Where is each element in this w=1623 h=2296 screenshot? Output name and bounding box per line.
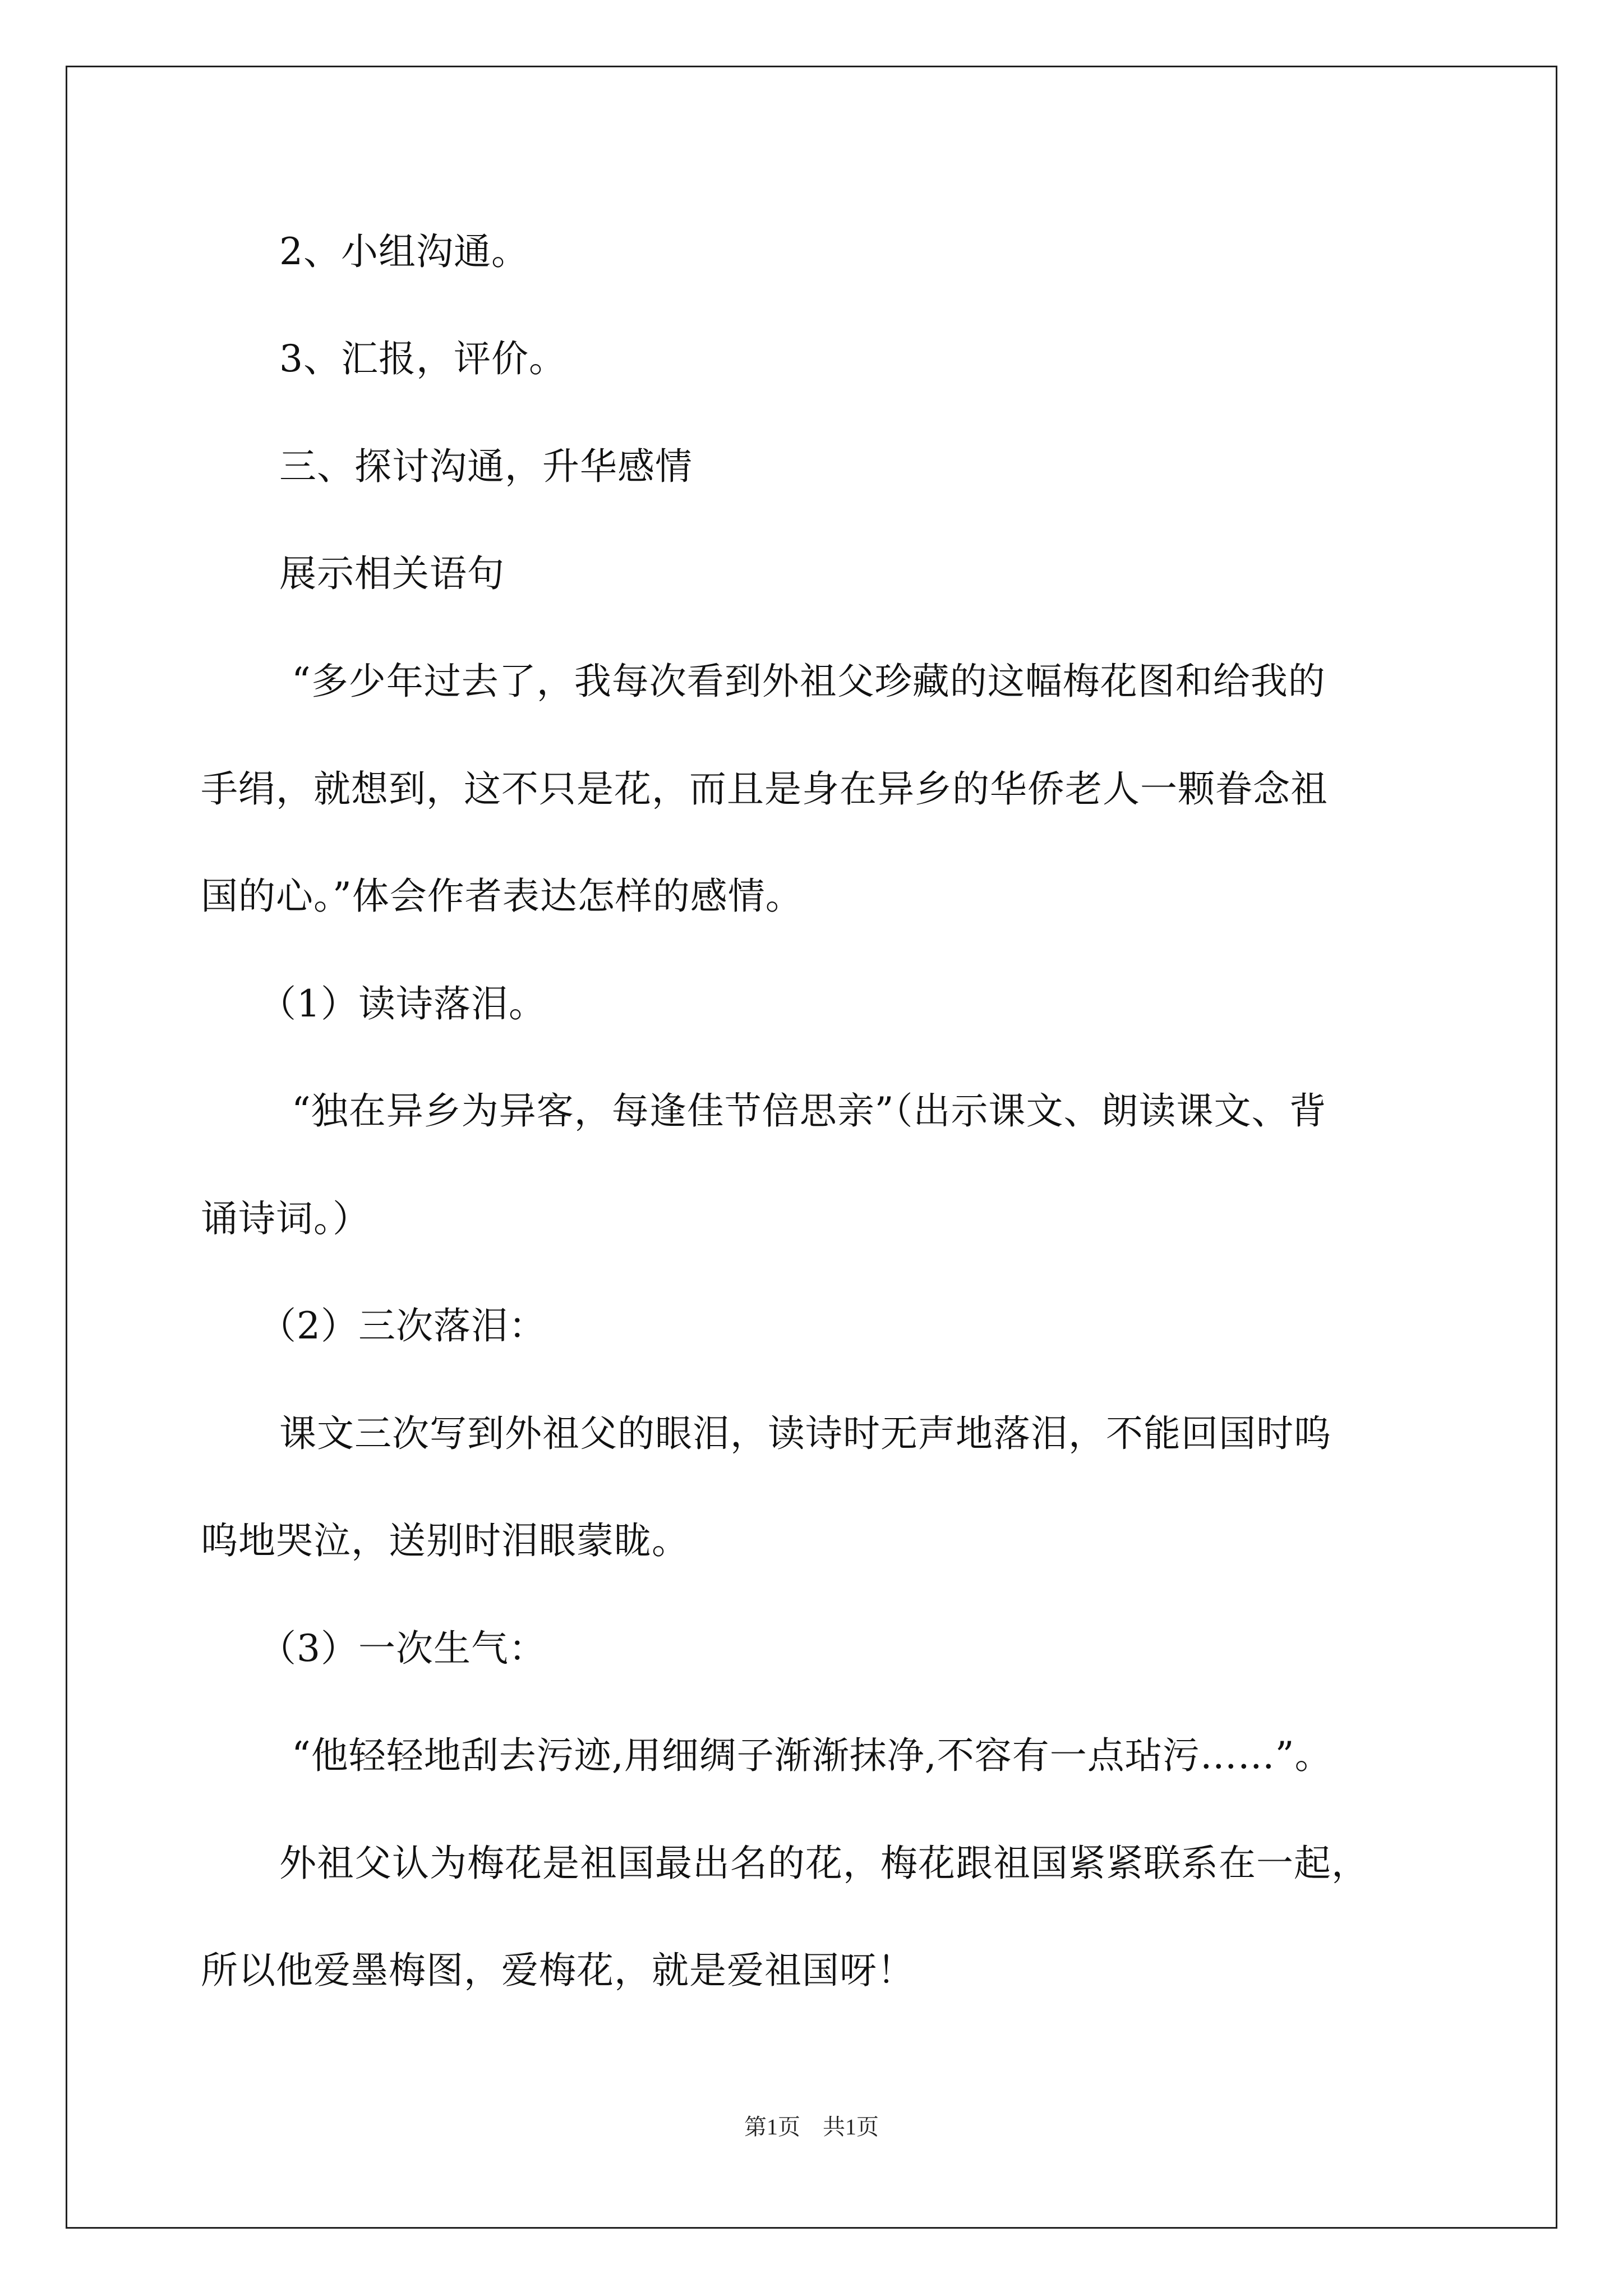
section-heading: 三、探讨沟通，升华感情 [279, 445, 693, 488]
text-line-13: 呜地哭泣，送别时泪眼蒙眬。 [201, 1519, 689, 1562]
text-line-2: 3、汇报，评价。 [279, 337, 566, 380]
quote-line-2: 手绢，就想到，这不只是花，而且是身在异乡的华侨老人一颗眷念祖 [201, 767, 1328, 811]
text-line-12: 课文三次写到外祖父的眼泪，读诗时无声地落泪，不能回国时呜 [279, 1412, 1331, 1455]
text-line-1: 2、小组沟通。 [279, 230, 529, 273]
text-line-4: 展示相关语句 [279, 552, 505, 595]
quote-line-3: 国的心。”体会作者表达怎样的感情。 [201, 875, 803, 918]
item-1: （1）读诗落泪。 [259, 982, 546, 1025]
page-footer: 第1页 共1页 [744, 2114, 879, 2139]
quote-line-4: “他轻轻地刮去污迹,用细绸子渐渐抹净,不容有一点玷污……”。 [292, 1734, 1332, 1777]
item-2: （2）三次落泪： [259, 1304, 546, 1347]
quote-line-1: “多少年过去了，我每次看到外祖父珍藏的这幅梅花图和给我的 [292, 660, 1326, 703]
page-border [66, 66, 1557, 2229]
poem-line-1: “独在异乡为异客，每逢佳节倍思亲”（出示课文、朗读课文、背 [292, 1089, 1327, 1133]
item-3: （3）一次生气： [259, 1627, 546, 1670]
poem-line-2: 诵诗词。） [201, 1197, 370, 1240]
text-line-16: 外祖父认为梅花是祖国最出名的花，梅花跟祖国紧紧联系在一起， [279, 1842, 1369, 1885]
text-line-17: 所以他爱墨梅图，爱梅花，就是爱祖国呀！ [201, 1949, 915, 1992]
